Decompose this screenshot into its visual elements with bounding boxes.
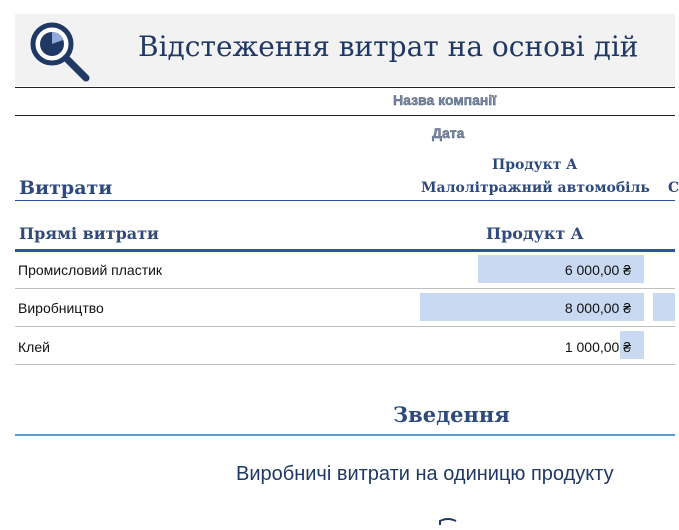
product-header-line1: Продукт A	[492, 157, 578, 173]
summary-title: Зведення	[393, 402, 510, 427]
company-name-field[interactable]: Назва компанії	[393, 92, 497, 108]
magnifier-pie-icon	[30, 22, 92, 84]
row-label-production: Виробництво	[18, 300, 104, 316]
row-label-glue: Клей	[18, 339, 50, 355]
direct-costs-label: Прямі витрати	[19, 224, 159, 243]
row-value-glue: 1 000,00 ₴	[564, 339, 631, 355]
costs-section-label: Витрати	[19, 177, 113, 199]
date-field[interactable]: Дата	[432, 125, 465, 141]
summary-underline	[15, 434, 675, 436]
row-label-plastic: Промисловий пластик	[18, 262, 163, 278]
page-title: Відстеження витрат на основі дій	[138, 30, 639, 63]
direct-costs-underline	[15, 249, 675, 252]
row-separator	[15, 364, 675, 365]
row-separator	[15, 326, 675, 327]
costs-underline	[15, 200, 675, 201]
row-value-plastic: 6 000,00 ₴	[564, 262, 631, 278]
divider-top	[15, 87, 675, 88]
unit-cost-label: Виробничі витрати на одиницю продукту	[236, 463, 614, 485]
partial-summary-mark	[438, 512, 458, 520]
row-separator	[15, 288, 675, 289]
divider-company	[15, 115, 675, 116]
row-value-production: 8 000,00 ₴	[564, 300, 631, 316]
product-header-line2: Малолітражний автомобіль	[421, 180, 650, 196]
production-next-cell[interactable]	[653, 293, 675, 321]
direct-costs-column-label: Продукт A	[486, 224, 584, 243]
next-column-header-partial: С	[668, 180, 679, 196]
